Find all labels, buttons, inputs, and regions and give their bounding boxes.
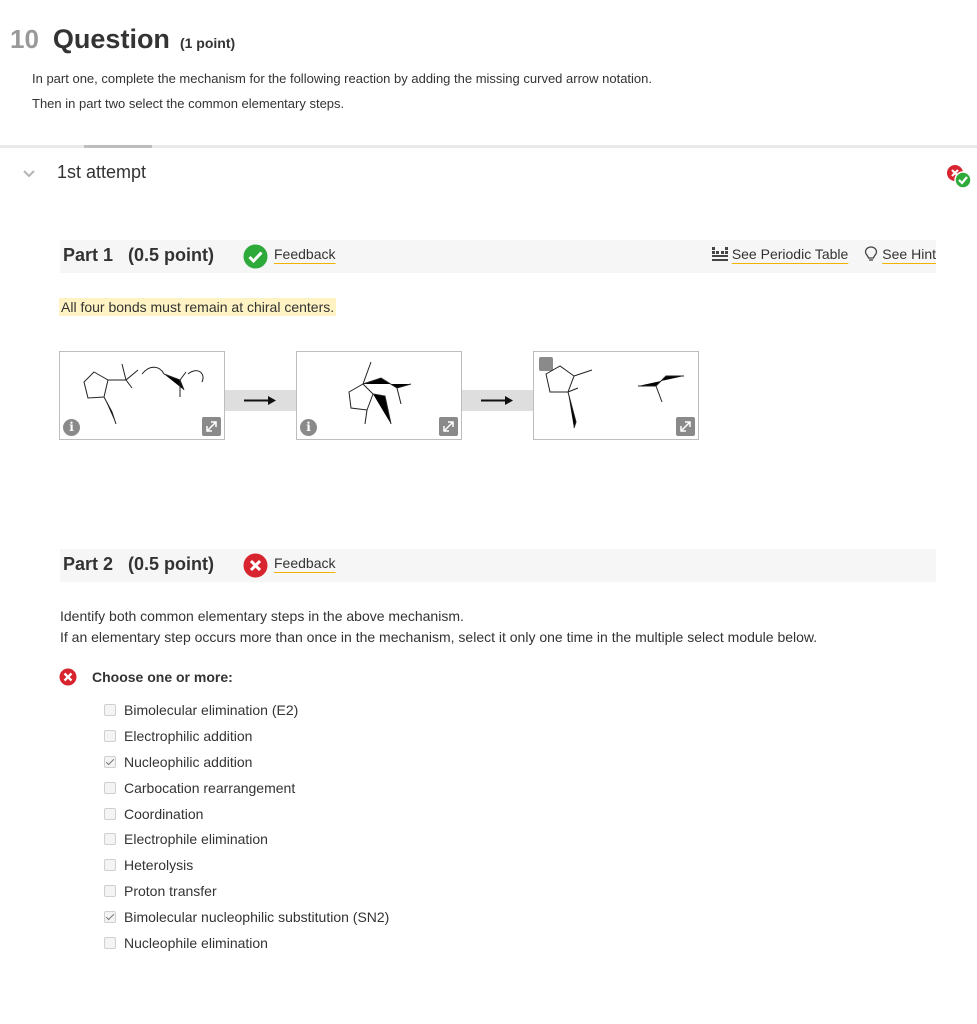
option-item[interactable] xyxy=(104,697,389,723)
question-points: (1 point) xyxy=(179,35,236,51)
part1-header xyxy=(60,240,936,273)
lightbulb-icon xyxy=(864,246,878,262)
checkbox[interactable] xyxy=(104,704,116,716)
chevron-down-icon[interactable] xyxy=(22,166,36,180)
option-label: Electrophilic addition xyxy=(124,727,253,744)
reaction-arrow-band-1 xyxy=(224,390,296,411)
checkbox[interactable] xyxy=(104,730,116,742)
active-tab-indicator xyxy=(84,145,152,148)
checkbox[interactable] xyxy=(104,833,116,845)
part2-title: Part 2 xyxy=(63,554,114,574)
checkbox[interactable] xyxy=(104,808,116,820)
checkbox[interactable] xyxy=(104,911,116,923)
option-label: Bimolecular elimination (E2) xyxy=(124,701,299,718)
option-label: Bimolecular nucleophilic substitution (SN2) xyxy=(124,909,390,926)
mechanism-step-2[interactable] xyxy=(296,351,462,440)
correct-check-icon xyxy=(243,244,268,269)
incorrect-x-icon xyxy=(243,553,268,578)
option-item[interactable] xyxy=(104,904,389,930)
option-item[interactable] xyxy=(104,878,389,904)
part1-tools xyxy=(696,246,936,262)
reaction-arrow-2 xyxy=(461,390,533,411)
choose-header xyxy=(59,668,233,686)
mechanism-step-1[interactable] xyxy=(59,351,225,440)
option-label: Nucleophilic addition xyxy=(124,753,253,770)
expand-icon[interactable] xyxy=(676,417,695,436)
instruction-line-1: In part one, complete the mechanism for the following reaction by adding the missing curved arrow notation. xyxy=(32,71,653,86)
option-item[interactable] xyxy=(104,723,389,749)
checkbox[interactable] xyxy=(104,756,116,768)
mixed-result-icon xyxy=(945,163,973,191)
expand-icon[interactable] xyxy=(439,417,458,436)
question-header xyxy=(10,24,235,55)
incorrect-x-icon xyxy=(59,668,77,686)
reaction-arrow-band-2 xyxy=(461,390,533,411)
periodic-table-icon xyxy=(712,247,728,261)
option-item[interactable] xyxy=(104,930,389,956)
option-label: Heterolysis xyxy=(124,857,194,874)
part2-prompt xyxy=(60,606,817,648)
mechanism-step-3[interactable] xyxy=(533,351,699,440)
hint-link[interactable] xyxy=(864,246,936,262)
part2-prompt-line-1: Identify both common elementary steps in the above mechanism. xyxy=(60,608,464,624)
periodic-table-label: See Periodic Table xyxy=(731,246,849,262)
option-item[interactable] xyxy=(104,852,389,878)
info-icon[interactable]: i xyxy=(63,419,80,436)
checkbox[interactable] xyxy=(104,859,116,871)
chiral-center-note: All four bonds must remain at chiral centers. xyxy=(61,299,335,315)
option-label: Coordination xyxy=(124,805,204,822)
expand-icon[interactable] xyxy=(202,417,221,436)
option-item[interactable] xyxy=(104,826,389,852)
part2-header xyxy=(60,549,936,582)
checkbox[interactable] xyxy=(104,937,116,949)
part1-score: (0.5 point) xyxy=(128,245,214,265)
option-item[interactable] xyxy=(104,801,389,827)
question-instructions xyxy=(32,66,832,116)
option-label: Carbocation rearrangement xyxy=(124,779,296,796)
periodic-table-link[interactable] xyxy=(712,246,848,262)
answer-options xyxy=(104,697,389,956)
part2-feedback-link[interactable]: Feedback xyxy=(274,555,336,571)
info-icon[interactable]: i xyxy=(300,419,317,436)
option-label: Electrophile elimination xyxy=(124,831,268,848)
option-item[interactable] xyxy=(104,749,389,775)
reaction-arrow-1 xyxy=(224,390,296,411)
option-label: Proton transfer xyxy=(124,883,217,900)
choose-label: Choose one or more: xyxy=(92,669,233,685)
hint-label: See Hint xyxy=(882,246,936,262)
option-label: Nucleophile elimination xyxy=(124,934,268,951)
instruction-line-2: Then in part two select the common elementary steps. xyxy=(32,96,345,111)
attempt-label[interactable]: 1st attempt xyxy=(57,162,147,182)
question-number: 10 xyxy=(10,24,39,54)
part2-score: (0.5 point) xyxy=(128,554,214,574)
checkbox[interactable] xyxy=(104,782,116,794)
checkbox[interactable] xyxy=(104,885,116,897)
part2-prompt-line-2: If an elementary step occurs more than once in the mechanism, select it only one time in the multiple select module below. xyxy=(60,629,818,645)
question-title: Question xyxy=(52,24,170,54)
part1-title: Part 1 xyxy=(63,245,114,265)
option-item[interactable] xyxy=(104,775,389,801)
part1-feedback-link[interactable]: Feedback xyxy=(274,246,336,262)
